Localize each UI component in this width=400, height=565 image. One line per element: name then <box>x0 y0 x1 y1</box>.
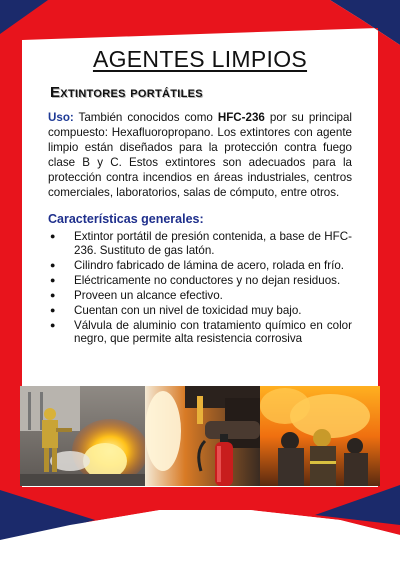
compound-name: HFC-236 <box>217 111 265 124</box>
feature-item <box>48 230 352 257</box>
bullet-icon: ● <box>50 231 56 241</box>
feature-text: Cuentan con un nivel de toxicidad muy bajo. <box>74 303 302 317</box>
feature-item <box>48 289 352 303</box>
feature-text: Extintor portátil de presión contenida, a base de HFC-236. Sustituto de gas latón. <box>74 230 352 257</box>
feature-text: Cilindro fabricado de lámina de acero, rolada en frío. <box>74 258 345 272</box>
section-subtitle: Extintores portátiles <box>50 84 203 101</box>
bullet-icon: ● <box>50 319 56 330</box>
uso-paragraph <box>48 110 352 201</box>
uso-label: Uso: <box>48 111 74 124</box>
feature-text: Proveen un alcance efectivo. <box>74 288 223 302</box>
bullet-icon: ● <box>50 259 56 270</box>
photo-strip <box>20 386 380 486</box>
firefighter-spraying-photo <box>20 386 145 486</box>
uso-text-after: por su principal compuesto: Hexafluoropropano. Los extintores con agente limpio están diseñados para la protección contra fuego clase B y C. Estos extintores son adecuados para la protección contra incendios en áreas industriales, centros comerciales, laboratorios, salas de cómputo, entre otros. <box>48 111 352 200</box>
uso-text-before: También conocidos como <box>73 111 218 124</box>
feature-item <box>48 259 352 273</box>
feature-text: Eléctricamente no conductores y no dejan residuos. <box>74 273 341 287</box>
feature-item <box>48 319 352 346</box>
bullet-icon: ● <box>50 289 56 300</box>
features-list <box>48 230 352 347</box>
firefighters-blaze-photo <box>260 386 380 486</box>
feature-text: Válvula de aluminio con tratamiento químico en color negro, que permite alta resistencia corrosiva <box>74 318 352 345</box>
feature-item <box>48 274 352 288</box>
bullet-icon: ● <box>50 274 56 285</box>
feature-item <box>48 304 352 318</box>
extinguisher-hands-photo <box>145 386 260 486</box>
bullet-icon: ● <box>50 304 56 315</box>
features-heading: Características generales: <box>48 212 204 226</box>
page-title: AGENTES LIMPIOS <box>92 46 308 72</box>
